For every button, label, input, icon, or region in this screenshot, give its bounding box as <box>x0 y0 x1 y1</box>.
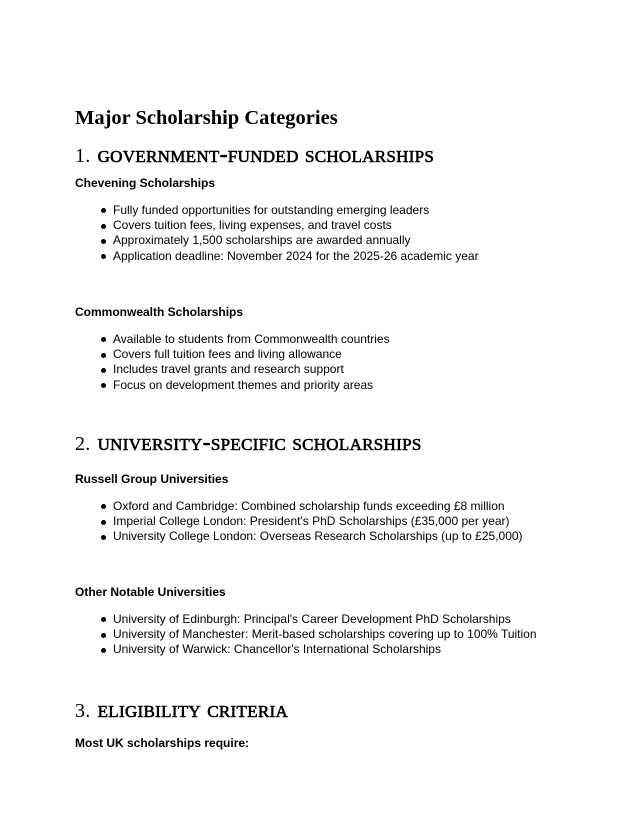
bullet-list-russell-group <box>0 499 523 545</box>
bullet-dot <box>101 353 106 358</box>
list-item <box>0 218 479 233</box>
bullet-dot <box>101 224 106 229</box>
bullet-dot <box>101 648 106 653</box>
section-number: 1. <box>75 145 91 167</box>
list-item <box>0 627 537 642</box>
section-heading-eligibility <box>75 698 288 723</box>
bullet-dot <box>101 633 106 638</box>
section-number: 2. <box>75 433 91 455</box>
list-item-text: Available to students from Commonwealth countries <box>113 332 390 346</box>
bullet-list-chevening <box>0 203 479 264</box>
list-item <box>0 362 390 377</box>
list-item <box>0 529 523 544</box>
list-item <box>0 642 537 657</box>
bullet-dot <box>101 617 106 622</box>
subsection-heading-russell-group: Russell Group Universities <box>75 472 229 486</box>
list-item <box>0 249 479 264</box>
subsection-heading-requirements: Most UK scholarships require: <box>75 736 250 750</box>
subsection-heading-chevening: Chevening Scholarships <box>75 176 216 190</box>
list-item-text: University College London: Overseas Research Scholarships (up to £25,000) <box>113 529 523 544</box>
list-item-text: University of Manchester: Merit-based scholarships covering up to 100% Tuition <box>113 627 537 642</box>
list-item-text: Fully funded opportunities for outstanding emerging leaders <box>113 203 430 217</box>
bullet-dot <box>101 520 106 525</box>
section-heading-university-specific <box>75 431 422 456</box>
list-item-text: Covers tuition fees, living expenses, and travel costs <box>113 218 392 233</box>
bullet-dot <box>101 368 106 373</box>
list-item <box>0 233 479 248</box>
subsection-heading-other-universities: Other Notable Universities <box>75 585 226 599</box>
bullet-dot <box>101 535 106 540</box>
list-item-text: Covers full tuition fees and living allowance <box>113 347 342 362</box>
list-item-text: Approximately 1,500 scholarships are awarded annually <box>113 233 411 248</box>
list-item <box>0 514 523 529</box>
bullet-dot <box>101 504 106 509</box>
section-number: 3. <box>75 700 91 722</box>
list-item <box>0 499 523 514</box>
section-title-text: eligibility criteria <box>97 697 289 723</box>
bullet-dot <box>101 254 106 259</box>
bullet-list-commonwealth <box>0 332 390 393</box>
list-item <box>0 612 537 627</box>
list-item-text: Imperial College London: President's PhD Scholarships (£35,000 per year) <box>113 514 510 529</box>
list-item-text: Oxford and Cambridge: Combined scholarship funds exceeding £8 million <box>113 499 505 513</box>
list-item <box>0 378 390 393</box>
list-item-text: University of Warwick: Chancellor's International Scholarships <box>113 642 441 657</box>
bullet-dot <box>101 383 106 388</box>
bullet-list-other-universities <box>0 612 537 658</box>
bullet-dot <box>101 337 106 342</box>
subsection-heading-commonwealth: Commonwealth Scholarships <box>75 305 244 319</box>
list-item <box>0 332 390 347</box>
list-item <box>0 203 479 218</box>
section-title-text: government-funded scholarships <box>97 142 435 168</box>
list-item-text: Includes travel grants and research support <box>113 362 344 377</box>
section-title-text: university-specific scholarships <box>97 430 422 456</box>
list-item <box>0 347 390 362</box>
list-item-text: University of Edinburgh: Principal's Career Development PhD Scholarships <box>113 612 511 626</box>
section-heading-government-funded <box>75 143 434 168</box>
page-title: Major Scholarship Categories <box>75 107 338 129</box>
bullet-dot <box>101 239 106 244</box>
list-item-text: Focus on development themes and priority areas <box>113 377 374 392</box>
list-item-text: Application deadline: November 2024 for the 2025-26 academic year <box>113 248 479 263</box>
bullet-dot <box>101 208 106 213</box>
